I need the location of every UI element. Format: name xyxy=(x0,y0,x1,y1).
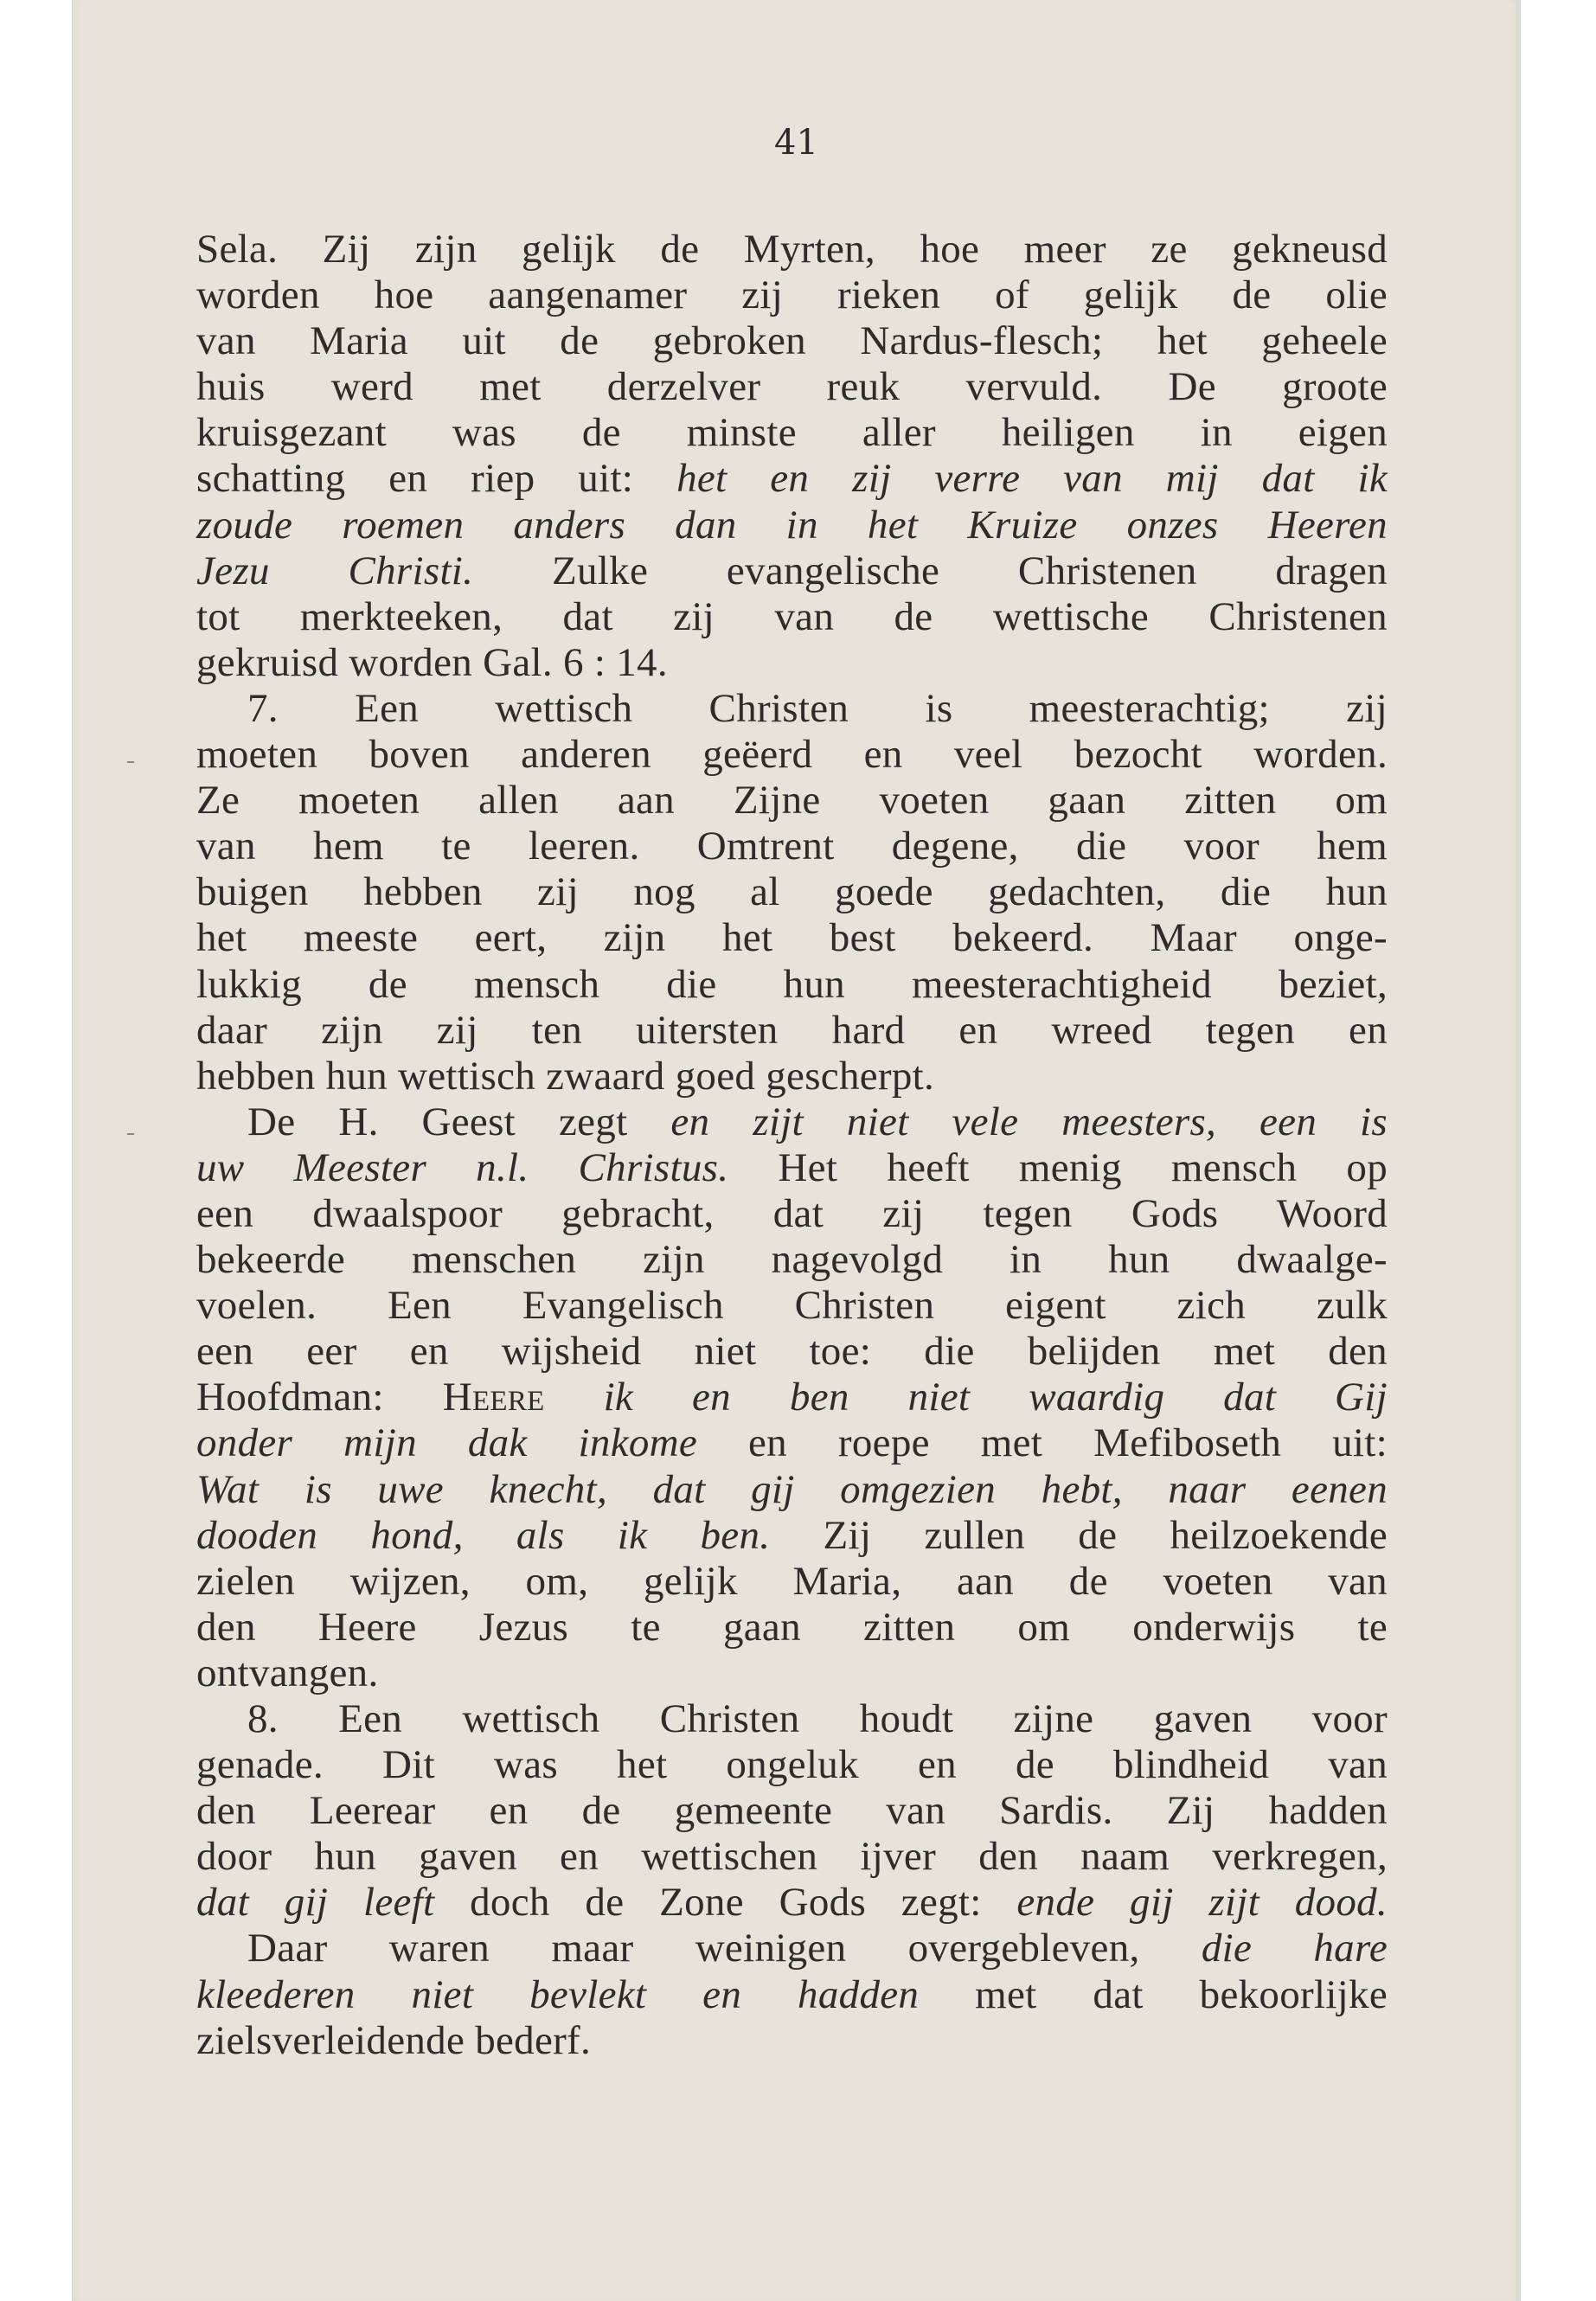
italic-text: en zijt niet vele meesters, een is xyxy=(670,1099,1388,1144)
text-line xyxy=(196,318,1388,364)
italic-text: onder mijn dak inkome xyxy=(196,1420,698,1466)
text-segment: Daar waren maar weinigen overgebleven, xyxy=(247,1926,1202,1971)
text-segment: huis werd met derzelver reuk vervuld. De groote xyxy=(196,364,1388,410)
text-segment: bekeerde menschen zijn nagevolgd in hun dwaalge- xyxy=(196,1237,1388,1283)
text-line xyxy=(196,1467,1388,1513)
text-segment: ontvangen. xyxy=(196,1650,379,1695)
text-segment: zielsverleidende bederf. xyxy=(196,2017,592,2063)
text-line xyxy=(196,640,1388,686)
italic-text: Wat is uwe knecht, dat gij omgezien hebt, naar eenen xyxy=(196,1466,1388,1512)
text-line xyxy=(196,732,1388,778)
italic-text: ik en ben niet waardig dat Gij xyxy=(603,1375,1388,1420)
text-segment: lukkig de mensch die hun meesterachtigheid beziet, xyxy=(196,961,1388,1007)
text-segment: den Heere Jezus te gaan zitten om onderwijs te xyxy=(196,1604,1388,1650)
margin-mark xyxy=(127,1133,134,1135)
text-line xyxy=(196,456,1388,502)
page-number: 41 xyxy=(774,123,818,163)
text-segment: 8. Een wettisch Christen houdt zijne gaven voor xyxy=(247,1696,1388,1741)
text-line xyxy=(196,1420,1388,1466)
text-line xyxy=(196,272,1388,318)
page-body-text xyxy=(196,227,1388,2064)
text-line xyxy=(196,410,1388,456)
text-segment: De H. Geest zegt xyxy=(247,1099,671,1144)
text-segment: tot merkteeken, dat zij van de wettische Christenen xyxy=(196,593,1388,639)
text-line xyxy=(196,1513,1388,1559)
text-line xyxy=(196,1054,1388,1099)
text-segment: schatting en riep uit: xyxy=(196,456,677,502)
text-segment: met dat bekoorlijke xyxy=(919,1971,1388,2017)
text-line xyxy=(196,1329,1388,1375)
text-line xyxy=(196,548,1388,594)
text-line xyxy=(196,962,1388,1008)
text-line xyxy=(196,1191,1388,1237)
italic-text: ende gij zijt dood. xyxy=(1016,1880,1388,1926)
text-segment: van hem te leeren. Omtrent degene, die voor hem xyxy=(196,824,1388,869)
text-line xyxy=(196,594,1388,640)
text-line xyxy=(196,227,1388,272)
text-segment: Het heeft menig mensch op xyxy=(728,1144,1388,1190)
text-line xyxy=(196,869,1388,915)
text-line xyxy=(196,915,1388,961)
italic-text: kleederen niet bevlekt en hadden xyxy=(196,1971,920,2017)
text-segment: het meeste eert, zijn het best bekeerd. Maar onge- xyxy=(196,915,1388,961)
text-segment: worden hoe aangenamer zij rieken of gelijk de olie xyxy=(196,272,1388,318)
text-segment: een eer en wijsheid niet toe: die belijden met den xyxy=(196,1329,1388,1375)
text-line xyxy=(196,1237,1388,1283)
text-segment: Ze moeten allen aan Zijne voeten gaan zitten om xyxy=(196,778,1388,824)
text-line xyxy=(196,824,1388,869)
text-segment: en roepe met Mefiboseth uit: xyxy=(697,1420,1388,1466)
italic-text: dooden hond, als ik ben. xyxy=(196,1512,771,1558)
italic-text: het en zij verre van mij dat ik xyxy=(676,456,1388,502)
text-segment: een dwaalspoor gebracht, dat zij tegen Gods Woord xyxy=(196,1190,1388,1236)
text-segment: van Maria uit de gebroken Nardus-flesch; het geheele xyxy=(196,318,1388,364)
text-segment: zielen wijzen, om, gelijk Maria, aan de voeten van xyxy=(196,1558,1388,1604)
text-segment: hebben hun wettisch zwaard goed gescherpt. xyxy=(196,1053,935,1099)
text-line xyxy=(196,1742,1388,1788)
text-segment: doch de Zone Gods zegt: xyxy=(434,1880,1017,1926)
text-line xyxy=(196,1926,1388,1971)
text-line xyxy=(196,1834,1388,1880)
text-line xyxy=(196,1696,1388,1742)
text-line xyxy=(196,364,1388,410)
text-segment: Sela. Zij zijn gelijk de Myrten, hoe meer ze gekneusd xyxy=(196,227,1388,272)
text-segment: kruisgezant was de minste aller heiligen in eigen xyxy=(196,410,1388,456)
text-line xyxy=(196,1605,1388,1650)
margin-mark xyxy=(127,761,134,763)
text-segment: moeten boven anderen geëerd en veel bezocht worden. xyxy=(196,732,1388,778)
text-segment: genade. Dit was het ongeluk en de blindheid van xyxy=(196,1742,1388,1788)
text-line xyxy=(196,1145,1388,1191)
text-line xyxy=(196,503,1388,548)
text-segment: door hun gaven en wettischen ijver den naam verkregen, xyxy=(196,1834,1388,1880)
text-line xyxy=(196,1880,1388,1926)
small-caps-text: Heere xyxy=(442,1375,545,1420)
text-segment xyxy=(545,1375,604,1420)
text-line xyxy=(196,2018,1388,2064)
text-line xyxy=(196,1972,1388,2018)
text-line xyxy=(196,1650,1388,1696)
italic-text: zoude roemen anders dan in het Kruize onzes Heeren xyxy=(196,502,1388,548)
text-segment: Hoofdman: xyxy=(196,1375,443,1420)
text-segment: buigen hebben zij nog al goede gedachten, die hun xyxy=(196,869,1388,915)
book-page xyxy=(72,0,1521,2301)
text-line xyxy=(196,1283,1388,1329)
text-line xyxy=(196,1375,1388,1420)
italic-text: die hare xyxy=(1201,1926,1388,1971)
italic-text: Jezu Christi. xyxy=(196,548,474,593)
text-segment: Zulke evangelische Christenen dragen xyxy=(473,548,1388,593)
text-segment: den Leerear en de gemeente van Sardis. Zij hadden xyxy=(196,1788,1388,1834)
text-segment: voelen. Een Evangelisch Christen eigent zich zulk xyxy=(196,1283,1388,1329)
text-segment: Zij zullen de heilzoekende xyxy=(770,1512,1388,1558)
text-line xyxy=(196,1008,1388,1054)
text-line xyxy=(196,778,1388,824)
text-line xyxy=(196,686,1388,732)
text-line xyxy=(196,1099,1388,1145)
text-line xyxy=(196,1559,1388,1605)
text-segment: 7. Een wettisch Christen is meesterachtig; zij xyxy=(247,685,1388,731)
text-segment: daar zijn zij ten uitersten hard en wreed tegen en xyxy=(196,1007,1388,1053)
text-segment: gekruisd worden Gal. 6 : 14. xyxy=(196,639,668,685)
italic-text: uw Meester n.l. Christus. xyxy=(196,1144,729,1190)
italic-text: dat gij leeft xyxy=(196,1880,435,1926)
text-line xyxy=(196,1788,1388,1834)
